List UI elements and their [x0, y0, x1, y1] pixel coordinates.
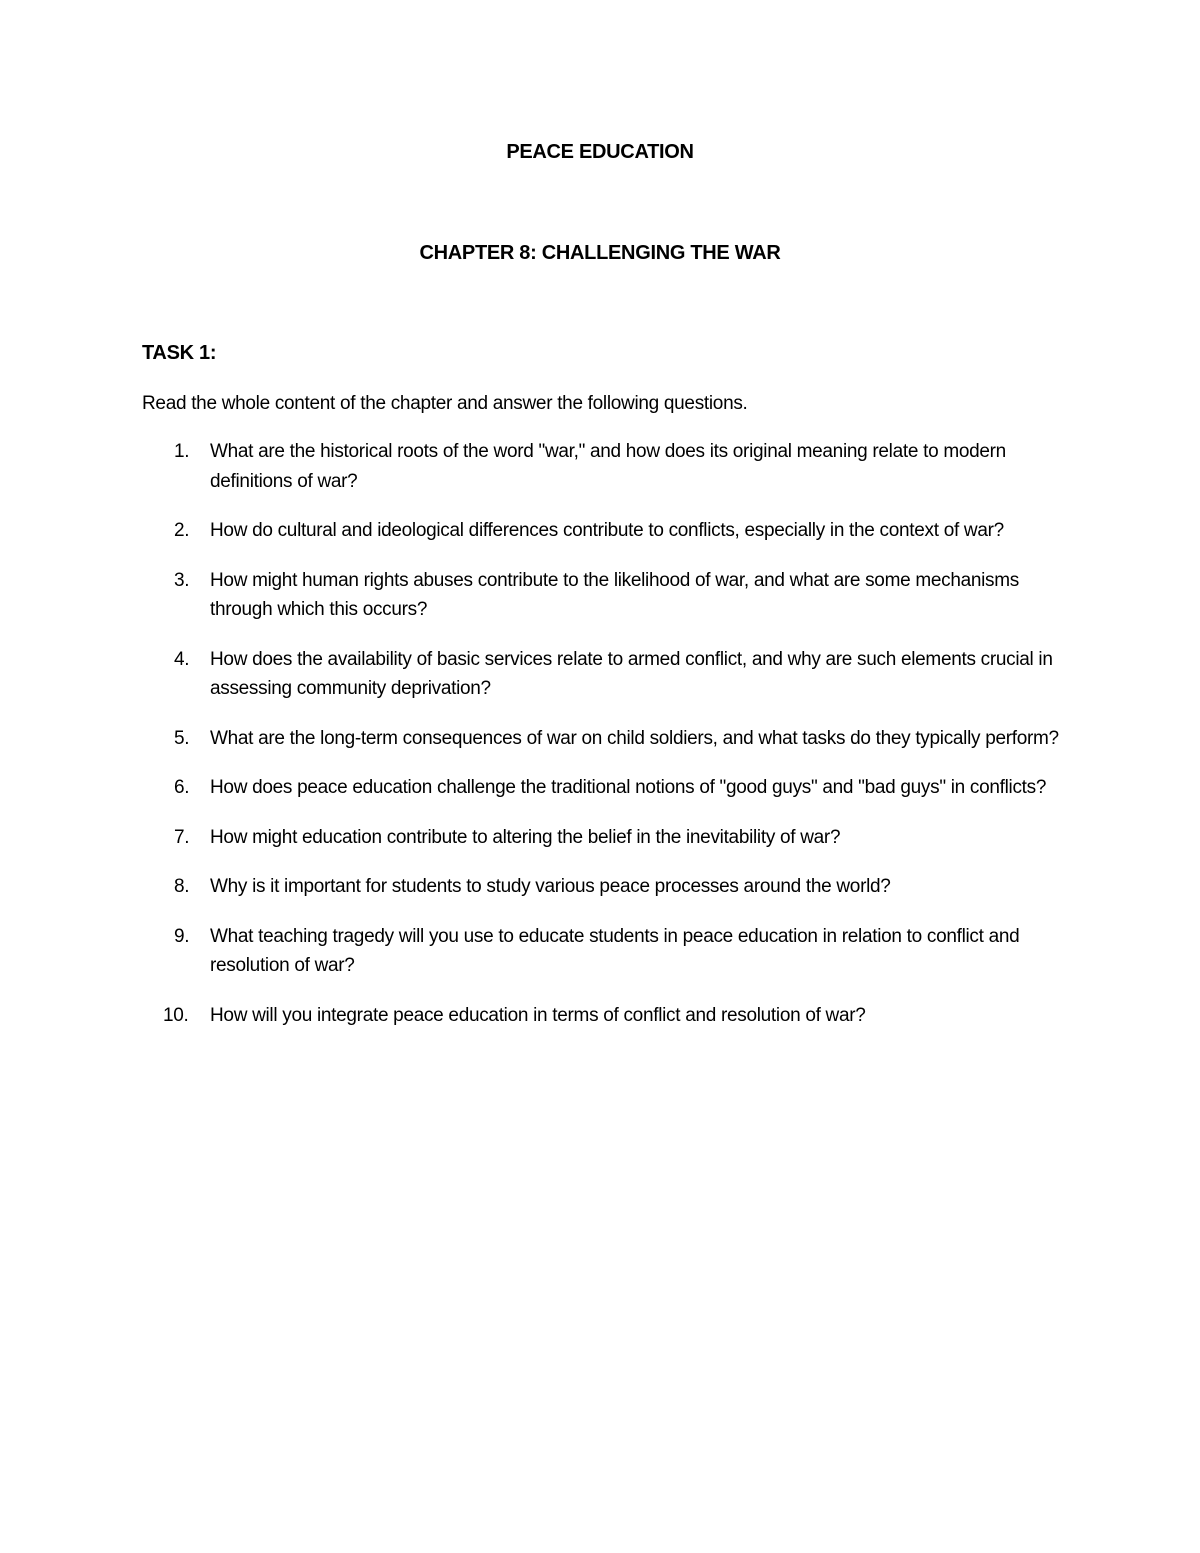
question-text: How does the availability of basic services relate to armed conflict, and why are such elements crucial in assessing community deprivation? — [210, 648, 1053, 699]
question-item — [0, 516, 1200, 546]
question-number: 8. — [174, 876, 190, 897]
question-item — [0, 1001, 1200, 1031]
question-number: 9. — [174, 925, 190, 947]
question-item — [0, 823, 1200, 853]
question-number: 3. — [174, 569, 190, 591]
question-item — [0, 872, 1200, 902]
question-text: Why is it important for students to study various peace processes around the world? — [210, 876, 891, 897]
question-item — [0, 437, 1200, 496]
question-text: How will you integrate peace education in terms of conflict and resolution of war? — [210, 1004, 866, 1026]
question-text: How might education contribute to altering the belief in the inevitability of war? — [210, 826, 841, 848]
question-item — [0, 645, 1200, 704]
chapter-heading: CHAPTER 8: CHALLENGING THE WAR — [419, 242, 781, 264]
question-item — [0, 773, 1200, 803]
question-number: 2. — [174, 520, 190, 541]
question-item — [0, 724, 1200, 754]
question-text: How do cultural and ideological differences contribute to conflicts, especially in the context of war? — [210, 520, 1004, 541]
instructions-text: Read the whole content of the chapter and answer the following questions. — [142, 393, 748, 414]
task-heading: TASK 1: — [142, 342, 217, 364]
question-number: 10. — [163, 1004, 189, 1026]
document-title: PEACE EDUCATION — [506, 141, 694, 163]
question-text: How might human rights abuses contribute to the likelihood of war, and what are some mechanisms through which this occurs? — [210, 569, 1019, 620]
question-list — [0, 437, 1200, 1050]
question-text: What teaching tragedy will you use to educate students in peace education in relation to conflict and resolution of war? — [210, 925, 1020, 976]
question-number: 6. — [174, 777, 190, 798]
question-number: 7. — [174, 826, 190, 848]
question-item — [0, 566, 1200, 625]
question-item — [0, 922, 1200, 981]
question-text: What are the historical roots of the word "war," and how does its original meaning relate to modern definitions of war? — [210, 441, 1006, 492]
question-number: 4. — [174, 648, 190, 670]
question-text: How does peace education challenge the traditional notions of "good guys" and "bad guys" in conflicts? — [210, 777, 1047, 798]
question-number: 1. — [174, 441, 190, 462]
question-text: What are the long-term consequences of war on child soldiers, and what tasks do they typically perform? — [210, 727, 1059, 749]
question-number: 5. — [174, 727, 190, 749]
